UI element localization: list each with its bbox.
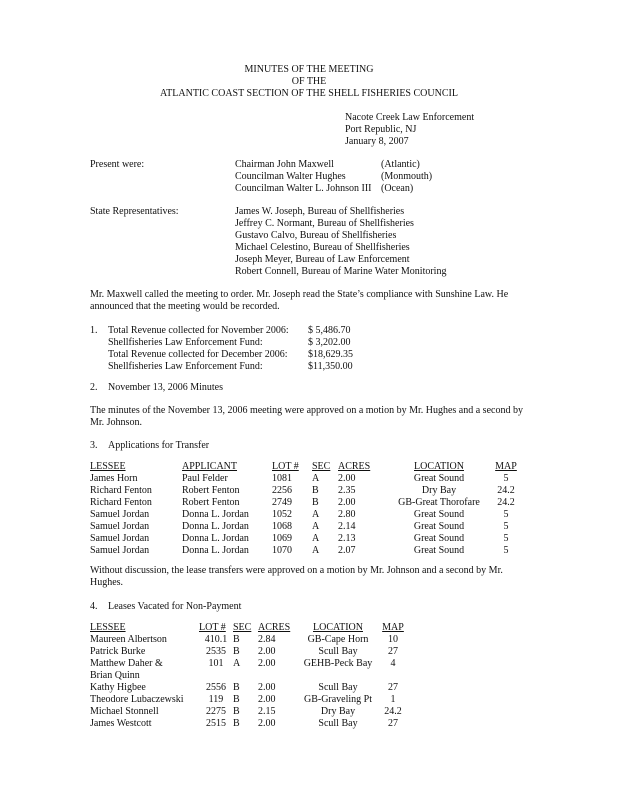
cell: 2275 [206, 706, 226, 717]
item-2-paragraph: The minutes of the November 13, 2006 meeting were approved on a motion by Mr. Hughes and a second by Mr. Johnson. [90, 405, 523, 428]
item-4-title: Leases Vacated for Non-Payment [108, 601, 242, 612]
cell: GB-Great Thorofare [398, 497, 480, 508]
cell: B [233, 682, 240, 693]
cell: 2256 [272, 485, 292, 496]
col-header: ACRES [258, 622, 291, 633]
cell: 5 [503, 533, 509, 544]
cell: 2515 [206, 718, 226, 729]
cell: 1069 [272, 533, 292, 544]
cell: Paul Felder [182, 473, 228, 484]
cell: B [233, 718, 240, 729]
cell: 2.00 [338, 473, 356, 484]
table-row [90, 634, 408, 646]
cell: 1052 [272, 509, 292, 520]
col-header: LOCATION [414, 461, 464, 472]
cell: A [312, 473, 320, 484]
item-4-number: 4. [90, 601, 98, 612]
cell: 4 [390, 658, 396, 669]
col-header: MAP [382, 622, 404, 633]
vacated-table [90, 622, 408, 730]
col-header: SEC [233, 622, 252, 633]
cell: 2.15 [258, 706, 276, 717]
cell: 2535 [206, 646, 226, 657]
cell: GB-Cape Horn [307, 634, 369, 645]
cell: 1081 [272, 473, 292, 484]
state-rep: Gustavo Calvo, Bureau of Shellfisheries [235, 230, 397, 241]
cell: Great Sound [413, 509, 465, 520]
table-row [90, 646, 408, 658]
cell: 27 [388, 646, 398, 657]
present-member-county: (Ocean) [381, 183, 414, 194]
col-header: ACRES [338, 461, 371, 472]
item-1-number: 1. [90, 325, 98, 336]
cell: Samuel Jordan [90, 545, 150, 556]
revenue-label: Total Revenue collected for November 2006: [108, 325, 289, 336]
table-row [90, 670, 408, 682]
cell: Samuel Jordan [90, 533, 150, 544]
table-row [90, 485, 526, 497]
cell: James Westcott [90, 718, 152, 729]
cell: A [233, 658, 241, 669]
state-reps-label: State Representatives: [90, 206, 179, 217]
cell: 119 [208, 694, 224, 705]
title-line-2: OF THE [291, 76, 327, 87]
revenue-label: Shellfisheries Law Enforcement Fund: [108, 361, 263, 372]
cell [298, 670, 378, 682]
table-row [90, 682, 408, 694]
cell: Scull Bay [318, 646, 358, 657]
cell: 2.00 [258, 718, 276, 729]
location-place: Nacote Creek Law Enforcement [345, 112, 475, 123]
cell: Maureen Albertson [90, 634, 167, 645]
col-header: LOT # [272, 461, 299, 472]
revenue-amount: $18,629.35 [308, 349, 353, 360]
cell: A [312, 509, 320, 520]
cell: 2749 [272, 497, 292, 508]
cell: 5 [503, 545, 509, 556]
cell: Great Sound [413, 545, 465, 556]
cell: 1070 [272, 545, 292, 556]
cell: Dry Bay [320, 706, 356, 717]
cell: GEHB-Peck Bay [303, 658, 373, 669]
cell: 24.2 [497, 497, 515, 508]
cell: Patrick Burke [90, 646, 146, 657]
meeting-date: January 8, 2007 [345, 136, 409, 147]
cell: 24.2 [497, 485, 515, 496]
present-member-county: (Atlantic) [381, 159, 420, 170]
cell: B [233, 694, 240, 705]
cell: Scull Bay [318, 682, 358, 693]
col-header: LESSEE [90, 461, 126, 472]
cell [258, 670, 298, 682]
cell: Great Sound [413, 533, 465, 544]
cell [199, 670, 233, 682]
item-3-number: 3. [90, 440, 98, 451]
item-3-paragraph: Without discussion, the lease transfers were approved on a motion by Mr. Johnson and a second by Mr. Hughes. [90, 565, 503, 588]
cell: 410.1 [204, 634, 228, 645]
cell: GB-Graveling Pt [303, 694, 373, 705]
cell: Robert Fenton [182, 497, 240, 508]
item-2-number: 2. [90, 382, 98, 393]
cell: Donna L. Jordan [182, 509, 249, 520]
state-rep: Michael Celestino, Bureau of Shellfisheries [235, 242, 410, 253]
cell: 2.80 [338, 509, 356, 520]
cell: Kathy Higbee [90, 682, 146, 693]
cell: Samuel Jordan [90, 509, 150, 520]
col-header: MAP [495, 461, 517, 472]
cell: B [233, 634, 240, 645]
cell: B [233, 646, 240, 657]
cell: 2.07 [338, 545, 356, 556]
cell: Brian Quinn [90, 670, 140, 681]
table-row [90, 658, 408, 670]
present-member-name: Councilman Walter Hughes [235, 171, 346, 182]
cell: 101 [208, 658, 224, 669]
present-member-name: Chairman John Maxwell [235, 159, 334, 170]
cell: 1068 [272, 521, 292, 532]
table-row [90, 473, 526, 485]
cell: Great Sound [413, 473, 465, 484]
cell: Richard Fenton [90, 497, 152, 508]
revenue-amount: $ 5,486.70 [308, 325, 351, 336]
intro-paragraph: Mr. Maxwell called the meeting to order. Mr. Joseph read the State’s compliance with Sunshine Law. He announced that the meeting would be recorded. [90, 289, 509, 312]
title-line-1: MINUTES OF THE MEETING [244, 64, 374, 75]
cell: 2.00 [258, 646, 276, 657]
cell: 24.2 [384, 706, 402, 717]
transfer-table [90, 461, 526, 557]
cell: 1 [390, 694, 396, 705]
cell: Samuel Jordan [90, 521, 150, 532]
cell: Matthew Daher & [90, 658, 163, 669]
present-member-county: (Monmouth) [381, 171, 433, 182]
table-row [90, 533, 526, 545]
cell: Richard Fenton [90, 485, 152, 496]
cell: 2.13 [338, 533, 356, 544]
cell [378, 670, 408, 682]
item-2-title: November 13, 2006 Minutes [108, 382, 223, 393]
cell: 10 [388, 634, 398, 645]
cell: B [312, 485, 319, 496]
cell: 2.00 [258, 658, 276, 669]
cell: 2556 [206, 682, 226, 693]
table-row [90, 694, 408, 706]
col-header: LOCATION [313, 622, 363, 633]
state-rep: Jeffrey C. Normant, Bureau of Shellfisheries [235, 218, 414, 229]
col-header: APPLICANT [182, 461, 238, 472]
table-row [90, 706, 408, 718]
cell: Dry Bay [421, 485, 457, 496]
revenue-label: Total Revenue collected for December 2006: [108, 349, 288, 360]
revenue-amount: $ 3,202.00 [308, 337, 351, 348]
cell: 2.00 [338, 497, 356, 508]
transfer-table-header [90, 461, 526, 473]
cell: 27 [388, 718, 398, 729]
cell: 5 [503, 473, 509, 484]
cell: A [312, 545, 320, 556]
cell: Robert Fenton [182, 485, 240, 496]
cell: Donna L. Jordan [182, 545, 249, 556]
cell: Donna L. Jordan [182, 521, 249, 532]
location-town: Port Republic, NJ [345, 124, 417, 135]
cell: B [233, 706, 240, 717]
table-row [90, 718, 408, 730]
revenue-amount: $11,350.00 [308, 361, 353, 372]
cell: 5 [503, 521, 509, 532]
table-row [90, 509, 526, 521]
cell: Michael Stonnell [90, 706, 159, 717]
state-rep: Robert Connell, Bureau of Marine Water Monitoring [235, 266, 447, 277]
cell: James Horn [90, 473, 138, 484]
vacated-table-header [90, 622, 408, 634]
cell: 2.35 [338, 485, 356, 496]
cell: A [312, 533, 320, 544]
cell [233, 670, 258, 682]
cell: Donna L. Jordan [182, 533, 249, 544]
item-3-title: Applications for Transfer [108, 440, 210, 451]
revenue-label: Shellfisheries Law Enforcement Fund: [108, 337, 263, 348]
table-row [90, 545, 526, 557]
cell: 5 [503, 509, 509, 520]
cell: 2.14 [338, 521, 356, 532]
cell: 2.84 [258, 634, 276, 645]
title-line-3: ATLANTIC COAST SECTION OF THE SHELL FISHERIES COUNCIL [160, 88, 458, 99]
col-header: SEC [312, 461, 331, 472]
table-row [90, 497, 526, 509]
cell: A [312, 521, 320, 532]
present-label: Present were: [90, 159, 145, 170]
col-header: LESSEE [90, 622, 126, 633]
cell: B [312, 497, 319, 508]
cell: 27 [388, 682, 398, 693]
state-rep: Joseph Meyer, Bureau of Law Enforcement [235, 254, 410, 265]
present-member-name: Councilman Walter L. Johnson III [235, 183, 372, 194]
cell: Theodore Lubaczewski [90, 694, 184, 705]
cell: Great Sound [413, 521, 465, 532]
cell: 2.00 [258, 682, 276, 693]
table-row [90, 521, 526, 533]
col-header: LOT # [199, 622, 226, 633]
cell: 2.00 [258, 694, 276, 705]
cell: Scull Bay [318, 718, 358, 729]
state-rep: James W. Joseph, Bureau of Shellfisheries [235, 206, 405, 217]
